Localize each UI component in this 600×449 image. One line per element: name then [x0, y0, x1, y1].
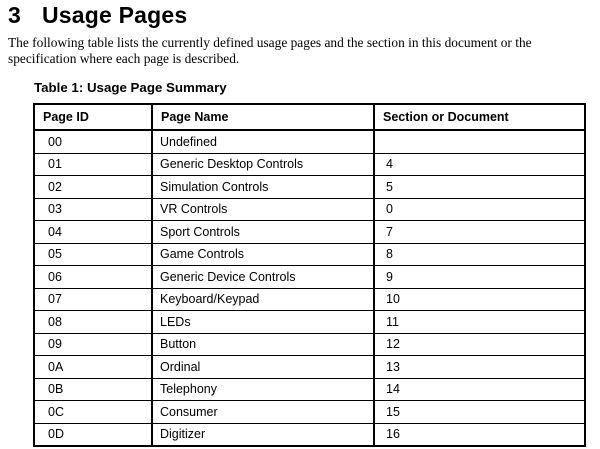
page-name-cell: Undefined	[152, 130, 374, 153]
page-id-cell: 0D	[34, 423, 152, 446]
page-name-cell: LEDs	[152, 311, 374, 334]
table-row	[34, 378, 585, 401]
section-cell	[374, 130, 585, 153]
table-row	[34, 423, 585, 446]
page-name-cell: Telephony	[152, 378, 374, 401]
section-cell: 16	[374, 423, 585, 446]
section-cell: 7	[374, 221, 585, 244]
section-cell: 10	[374, 288, 585, 311]
page-name-cell: Sport Controls	[152, 221, 374, 244]
section-cell: 5	[374, 176, 585, 199]
page-id-cell: 05	[34, 243, 152, 266]
section-cell: 15	[374, 401, 585, 424]
section-cell: 4	[374, 153, 585, 176]
page-name-cell: Simulation Controls	[152, 176, 374, 199]
table-body	[34, 130, 585, 446]
table-row	[34, 243, 585, 266]
table-row	[34, 356, 585, 379]
page-name-cell: VR Controls	[152, 198, 374, 221]
page-id-cell: 00	[34, 130, 152, 153]
section-cell: 12	[374, 333, 585, 356]
page-id-cell: 0C	[34, 401, 152, 424]
section-cell: 8	[374, 243, 585, 266]
page-name-cell: Generic Device Controls	[152, 266, 374, 289]
page-id-cell: 07	[34, 288, 152, 311]
header-page-id: Page ID	[34, 104, 152, 130]
page-id-cell: 0A	[34, 356, 152, 379]
table-row	[34, 153, 585, 176]
table-row	[34, 176, 585, 199]
section-cell: 0	[374, 198, 585, 221]
page-name-cell: Keyboard/Keypad	[152, 288, 374, 311]
page-name-cell: Consumer	[152, 401, 374, 424]
header-page-name: Page Name	[152, 104, 374, 130]
page-id-cell: 08	[34, 311, 152, 334]
page-name-cell: Digitizer	[152, 423, 374, 446]
section-cell: 14	[374, 378, 585, 401]
table-row	[34, 130, 585, 153]
page-id-cell: 0B	[34, 378, 152, 401]
page-name-cell: Ordinal	[152, 356, 374, 379]
table-row	[34, 198, 585, 221]
page-id-cell: 06	[34, 266, 152, 289]
table-caption: Table 1: Usage Page Summary	[34, 80, 227, 95]
page-name-cell: Button	[152, 333, 374, 356]
page-id-cell: 02	[34, 176, 152, 199]
page-id-cell: 09	[34, 333, 152, 356]
table-row	[34, 221, 585, 244]
section-number: 3	[8, 2, 21, 28]
section-cell: 13	[374, 356, 585, 379]
section-heading	[8, 2, 187, 29]
table-row	[34, 311, 585, 334]
page-name-cell: Game Controls	[152, 243, 374, 266]
section-intro: The following table lists the currently defined usage pages and the section in this document or the specification where each page is described.	[8, 35, 532, 66]
table-header-row	[34, 104, 585, 130]
section-title: Usage Pages	[42, 2, 188, 28]
page-id-cell: 04	[34, 221, 152, 244]
page-id-cell: 03	[34, 198, 152, 221]
table-row	[34, 266, 585, 289]
table-row	[34, 401, 585, 424]
table-row	[34, 333, 585, 356]
usage-page-table	[33, 103, 586, 447]
page-id-cell: 01	[34, 153, 152, 176]
table-row	[34, 288, 585, 311]
section-cell: 9	[374, 266, 585, 289]
section-cell: 11	[374, 311, 585, 334]
page-name-cell: Generic Desktop Controls	[152, 153, 374, 176]
header-section: Section or Document	[374, 104, 585, 130]
